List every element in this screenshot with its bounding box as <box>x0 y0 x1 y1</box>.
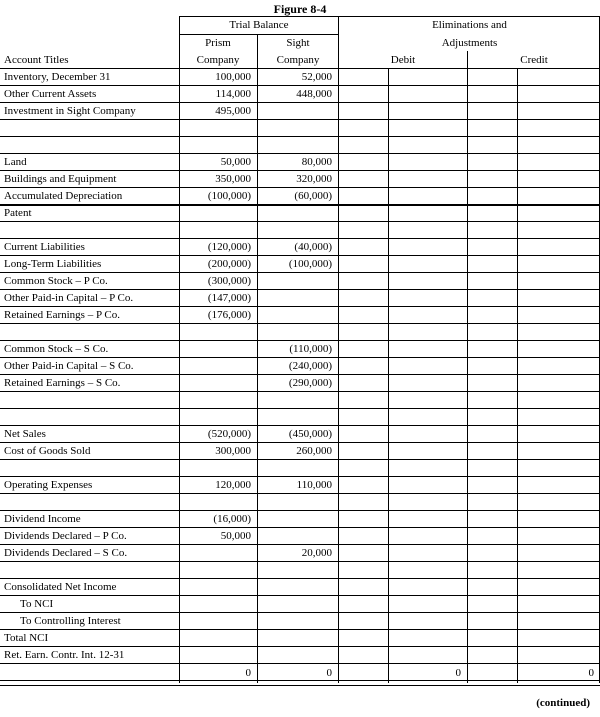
account-title: Cost of Goods Sold <box>4 445 91 457</box>
row-rule <box>0 561 600 562</box>
row-rule <box>0 493 600 494</box>
prism-amount: (300,000) <box>207 275 251 287</box>
account-title: Current Liabilities <box>4 241 85 253</box>
bottom-double-rule <box>0 685 600 686</box>
prism-amount: (100,000) <box>207 190 251 202</box>
account-title: To NCI <box>20 598 54 610</box>
account-title: Other Paid-in Capital – P Co. <box>4 292 134 304</box>
sight-amount: (240,000) <box>288 360 332 372</box>
account-title: Retained Earnings – S Co. <box>4 377 121 389</box>
account-title: Common Stock – S Co. <box>4 343 109 355</box>
account-title: Accumulated Depreciation <box>4 190 123 202</box>
prism-amount: (176,000) <box>207 309 251 321</box>
sight-amount: 20,000 <box>301 547 332 559</box>
prism-amount: 50,000 <box>220 156 251 168</box>
col-rule-debit-1 <box>388 68 389 683</box>
row-rule <box>0 306 600 307</box>
sight-header-line2: Company <box>276 54 320 66</box>
header-bottom-rule <box>0 68 600 69</box>
prism-header-line2: Company <box>196 54 240 66</box>
row-rule <box>0 578 600 579</box>
row-rule <box>0 612 600 613</box>
col-rule-credit-1 <box>517 68 518 683</box>
row-rule <box>0 136 600 137</box>
prism-amount: 120,000 <box>215 479 251 491</box>
eliminations-header-line2: Adjustments <box>441 37 498 49</box>
account-title: Operating Expenses <box>4 479 93 491</box>
header-top-rule <box>179 16 600 17</box>
sight-header-line1: Sight <box>286 37 310 49</box>
row-rule <box>0 153 600 154</box>
account-title: To Controlling Interest <box>20 615 121 627</box>
row-rule <box>0 255 600 256</box>
row-rule <box>0 544 600 545</box>
account-title: Common Stock – P Co. <box>4 275 108 287</box>
account-title: Consolidated Net Income <box>4 581 117 593</box>
row-rule <box>0 357 600 358</box>
row-rule <box>0 170 600 171</box>
sight-amount: (450,000) <box>288 428 332 440</box>
row-rule <box>0 459 600 460</box>
sight-amount: (60,000) <box>294 190 332 202</box>
row-rule <box>0 680 600 681</box>
eliminations-header-line1: Eliminations and <box>432 19 507 31</box>
sight-amount: 110,000 <box>296 479 332 491</box>
sight-amount: 320,000 <box>296 173 332 185</box>
row-rule <box>0 510 600 511</box>
figure-title: Figure 8-4 <box>273 2 327 16</box>
account-title: Retained Earnings – P Co. <box>4 309 120 321</box>
account-title: Ret. Earn. Contr. Int. 12-31 <box>4 649 125 661</box>
col-rule-sight <box>338 16 339 683</box>
debit-header: Debit <box>390 54 416 66</box>
row-rule <box>0 289 600 290</box>
sight-amount: (290,000) <box>288 377 332 389</box>
total-sight: 0 <box>326 667 332 679</box>
account-title: Other Current Assets <box>4 88 97 100</box>
account-title: Buildings and Equipment <box>4 173 117 185</box>
account-title: Total NCI <box>4 632 49 644</box>
account-title: Long-Term Liabilities <box>4 258 102 270</box>
row-rule <box>0 391 600 392</box>
prism-amount: 100,000 <box>215 71 251 83</box>
row-rule <box>0 272 600 273</box>
continued-note: (continued) <box>536 697 590 709</box>
account-title: Patent <box>4 207 32 219</box>
prism-amount: 114,000 <box>215 88 251 100</box>
account-title: Dividend Income <box>4 513 81 525</box>
prism-header-line1: Prism <box>205 37 231 49</box>
sight-amount: 52,000 <box>301 71 332 83</box>
row-rule <box>0 323 600 324</box>
trial-balance-header: Trial Balance <box>229 19 289 31</box>
prism-amount: (147,000) <box>207 292 251 304</box>
row-rule <box>0 85 600 86</box>
header-mid-rule <box>179 34 339 35</box>
prism-amount: 300,000 <box>215 445 251 457</box>
sight-amount: 80,000 <box>301 156 332 168</box>
sight-amount: 260,000 <box>296 445 332 457</box>
total-credit: 0 <box>588 667 594 679</box>
prism-amount: (16,000) <box>213 513 251 525</box>
row-rule <box>0 476 600 477</box>
sight-amount: (100,000) <box>288 258 332 270</box>
row-rule <box>0 102 600 103</box>
account-title: Other Paid-in Capital – S Co. <box>4 360 134 372</box>
prism-amount: 495,000 <box>215 105 251 117</box>
account-title: Land <box>4 156 27 168</box>
account-title: Investment in Sight Company <box>4 105 136 117</box>
row-rule <box>0 238 600 239</box>
row-rule <box>0 187 600 188</box>
row-rule <box>0 340 600 341</box>
row-rule <box>0 374 600 375</box>
row-rule <box>0 595 600 596</box>
col-rule-titles <box>179 16 180 683</box>
sight-amount: 448,000 <box>296 88 332 100</box>
sight-amount: (110,000) <box>289 343 332 355</box>
row-rule <box>0 527 600 528</box>
col-rule-prism <box>257 34 258 683</box>
row-rule <box>0 629 600 630</box>
prism-amount: (120,000) <box>207 241 251 253</box>
total-prism: 0 <box>245 667 251 679</box>
col-rule-debit-2 <box>467 51 468 683</box>
row-rule <box>0 119 600 120</box>
total-debit: 0 <box>455 667 461 679</box>
account-title: Dividends Declared – P Co. <box>4 530 127 542</box>
prism-amount: 350,000 <box>215 173 251 185</box>
account-titles-header: Account Titles <box>4 54 69 66</box>
account-title: Dividends Declared – S Co. <box>4 547 128 559</box>
account-title: Net Sales <box>4 428 46 440</box>
row-rule <box>0 425 600 426</box>
row-rule <box>0 204 600 206</box>
prism-amount: 50,000 <box>220 530 251 542</box>
row-rule <box>0 663 600 664</box>
sight-amount: (40,000) <box>294 241 332 253</box>
row-rule <box>0 408 600 409</box>
prism-amount: (520,000) <box>207 428 251 440</box>
row-rule <box>0 442 600 443</box>
credit-header: Credit <box>520 54 548 66</box>
row-rule <box>0 221 600 222</box>
row-rule <box>0 646 600 647</box>
prism-amount: (200,000) <box>207 258 251 270</box>
account-title: Inventory, December 31 <box>4 71 111 83</box>
